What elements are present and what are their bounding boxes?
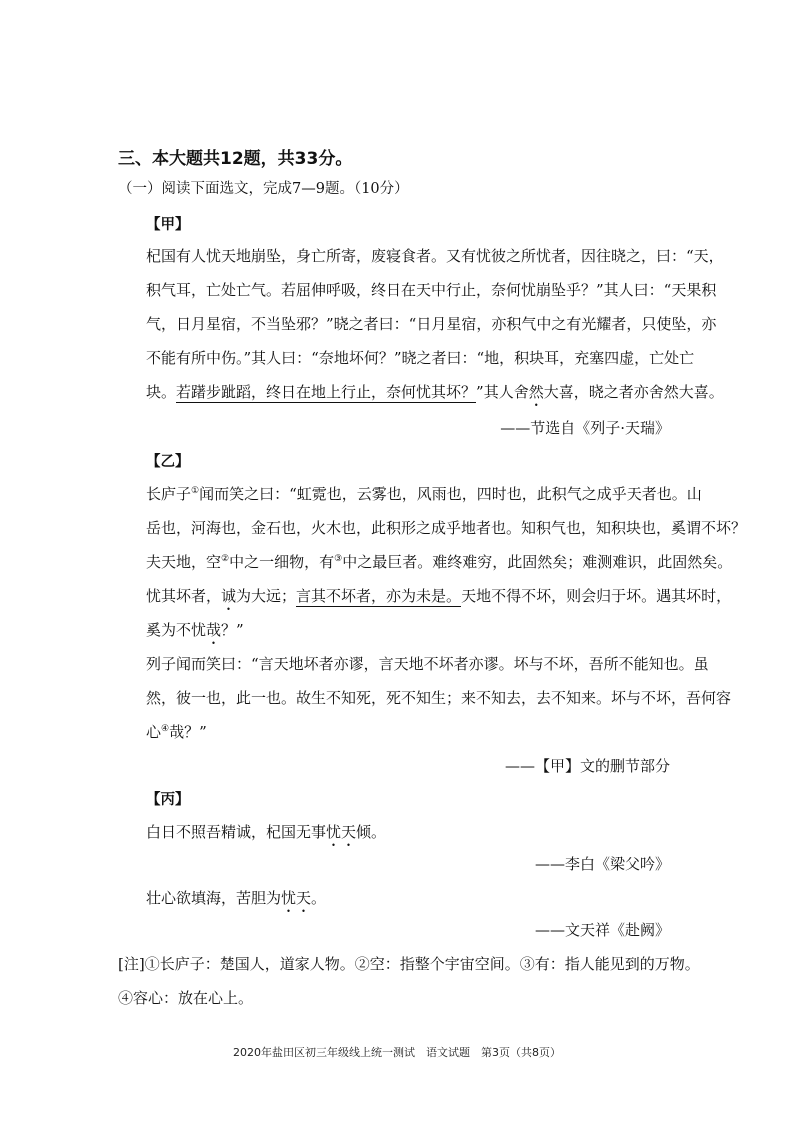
dotted-character: 忧: [326, 823, 342, 841]
passage-yi-source: ——【甲】文的删节部分: [504, 757, 670, 775]
passage-jia-line: 气，日月星宿，不当坠邪？”晓之者曰：“日月星宿，亦积气中之有光耀者，只使坠，亦: [146, 315, 717, 333]
dotted-phrase: [281, 889, 311, 907]
passage-yi-line: [146, 722, 207, 742]
passage-jia-source: ——节选自《列子·天瑞》: [500, 419, 670, 437]
poem-source: ——李白《梁父吟》: [534, 855, 670, 873]
dotted-character: 天: [296, 889, 312, 907]
footnote-marker: ①: [191, 486, 200, 496]
text-fragment: 块。: [146, 383, 177, 401]
text-fragment: 。: [311, 889, 327, 907]
dotted-character: 然: [528, 383, 544, 401]
text-fragment: 忧其坏者，: [146, 587, 222, 605]
text-fragment: 壮心欲填海，苦胆为: [146, 889, 282, 907]
passage-jia-line: 积气耳，亡处亡气。若屈伸呼吸，终日在天中行止，奈何忧崩坠乎？”其人曰：“天果积: [146, 281, 717, 299]
text-fragment: 心: [146, 723, 162, 741]
sub-heading: （一）阅读下面选文，完成7—9题。（10分）: [118, 181, 409, 197]
poem-line: [146, 822, 386, 842]
text-fragment: 中之最巨者。难终难穷，此固然矣；难测难识，此固然矣。: [342, 553, 733, 571]
passage-yi-line: 然，彼一也，此一也。故生不知死，死不知生；来不知去，去不知来。坏与不坏，吾何容: [146, 689, 732, 707]
passage-yi-line: [146, 620, 244, 640]
text-fragment: 为大远；: [236, 587, 297, 605]
dotted-character: 诚: [221, 587, 237, 605]
underlined-sentence: 若躇步跐蹈，终日在地上行止，奈何忧其坏？: [176, 383, 477, 401]
dotted-character: 忧: [281, 889, 297, 907]
text-fragment: ”其人舍: [476, 383, 529, 401]
poem-line: [146, 888, 326, 908]
passage-yi-line: [146, 552, 732, 572]
text-fragment: 倾。: [356, 823, 387, 841]
text-fragment: 大喜，晓之者亦舍然大喜。: [543, 383, 724, 401]
text-fragment: 哉？”: [169, 723, 207, 741]
text-fragment: 夫天地，空: [146, 553, 222, 571]
text-fragment: 长庐子: [146, 485, 192, 503]
text-fragment: 白日不照吾精诚，杞国无事: [146, 823, 327, 841]
passage-yi-line: 岳也，河海也，金石也，火木也，此积形之成乎地者也。知积气也，知积块也，奚谓不坏？: [146, 519, 747, 537]
poem-source: ——文天祥《赴阙》: [534, 921, 670, 939]
passage-yi-line: 列子闻而笑曰：“言天地坏者亦谬，言天地不坏者亦谬。坏与不坏，吾所不能知也。虽: [146, 655, 709, 673]
notes-line: [注]①长庐子：楚国人，道家人物。②空：指整个宇宙空间。③有：指人能见到的万物。: [118, 955, 700, 973]
footnote-marker: ③: [334, 554, 343, 564]
page-footer: 2020年盐田区初三年级线上统一测试 语文试题 第3页（共8页）: [233, 1046, 561, 1059]
passage-jia-line: [146, 382, 724, 402]
text-fragment: 奚为不忧: [146, 621, 207, 639]
passage-bing-label: 【丙】: [146, 792, 190, 808]
text-fragment: ？”: [221, 621, 244, 639]
passage-yi-line: [146, 586, 731, 606]
section-heading: 三、本大题共12题，共33分。: [118, 149, 353, 169]
underlined-sentence: 言其不坏者，亦为未是。: [296, 587, 462, 605]
dotted-phrase: [326, 823, 356, 841]
footnote-marker: ②: [221, 554, 230, 564]
text-fragment: 中之一细物，有: [229, 553, 335, 571]
passage-jia-label: 【甲】: [146, 217, 190, 233]
footnote-marker: ④: [161, 724, 170, 734]
passage-jia-line: 杞国有人忧天地崩坠，身亡所寄，废寝食者。又有忧彼之所忧者，因往晓之，曰：“天，: [146, 247, 724, 265]
passage-yi-label: 【乙】: [146, 454, 190, 470]
notes-line: ④容心：放在心上。: [118, 989, 254, 1007]
dotted-character: 天: [341, 823, 357, 841]
text-fragment: 闻而笑之曰：“虹霓也，云雾也，风雨也，四时也，此积气之成乎天者也。山: [199, 485, 702, 503]
passage-jia-line: 不能有所中伤。”其人曰：“奈地坏何？”晓之者曰：“地，积块耳，充塞四虚，亡处亡: [146, 349, 695, 367]
passage-yi-line: [146, 484, 702, 504]
dotted-character: 哉: [206, 621, 222, 639]
text-fragment: 天地不得不坏，则会归于坏。遇其坏时，: [461, 587, 732, 605]
